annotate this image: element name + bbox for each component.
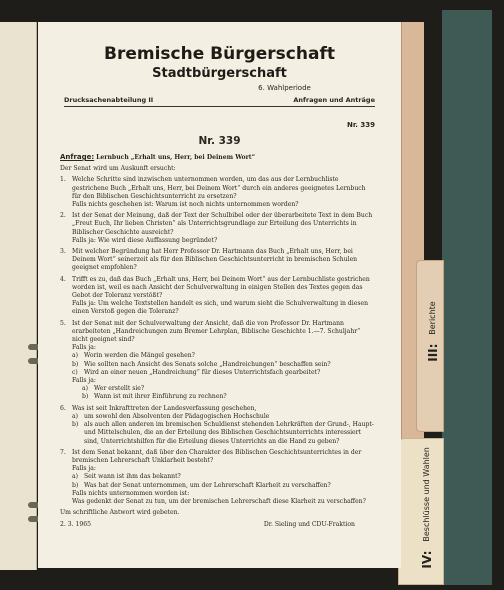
divider-tab-resolutions[interactable] bbox=[398, 438, 444, 585]
question-item bbox=[60, 248, 375, 273]
sub-item-label: c) bbox=[72, 368, 78, 376]
footer-signature: Dr. Sieling und CDU-Fraktion bbox=[263, 521, 355, 529]
question-text: Falls ja: bbox=[72, 344, 96, 352]
sub-item-text: als auch allen anderen im bremischen Schuldienst stehenden Lehrkräften der Grund-, Haupt- und Mittelschulen, die an der Erteilung des Biblischen Geschichtsunterrichts interessiert sind, Unterrichtshilfen für die Erteilung dieses Unterrichts an die Hand zu geben? bbox=[84, 421, 374, 445]
sub-item-text: Was hat der Senat unternommen, um der Lehrerschaft Klarheit zu verschaffen? bbox=[84, 481, 331, 489]
sub-item-text: Wie sollten nach Ansicht des Senats solche „Handreichungen“ beschaffen sein? bbox=[84, 360, 331, 368]
question-text: Trifft es zu, daß das Buch „Erhalt uns, Herr, bei Deinem Wort“ aus der Lernbuchliste gestrichen worden ist, weil es nach Ansicht der Schulverwaltung in einigen Stellen des Textes gegen das Gebot der Toleranz verstößt? bbox=[72, 275, 370, 300]
question-text: Was ist seit Inkrafttreten der Landesverfassung geschehen, bbox=[72, 404, 257, 412]
masthead bbox=[38, 44, 401, 92]
header-left: Drucksachenabteilung II bbox=[64, 96, 154, 104]
sub-item-label: b) bbox=[72, 360, 79, 368]
sub-item bbox=[82, 393, 375, 401]
question-body bbox=[72, 176, 375, 209]
sub-item bbox=[72, 369, 375, 377]
question-list bbox=[60, 176, 375, 506]
intro-text: Der Senat wird um Auskunft ersucht: bbox=[60, 165, 176, 173]
question-number: 6. bbox=[60, 404, 66, 412]
sub-item bbox=[72, 361, 375, 369]
question-text: Falls ja: bbox=[72, 465, 96, 473]
question-body bbox=[72, 405, 375, 446]
tab4-text bbox=[417, 447, 436, 569]
sub-item bbox=[72, 352, 375, 360]
footer bbox=[60, 521, 375, 529]
nested-sub-list bbox=[72, 385, 375, 401]
question-number: 2. bbox=[60, 212, 66, 220]
question-item bbox=[60, 405, 375, 446]
closing-text: Um schriftliche Antwort wird gebeten. bbox=[60, 509, 180, 517]
question-text: Falls nichts geschehen ist: Warum ist noch nichts unternommen worden? bbox=[72, 201, 299, 209]
sub-item bbox=[72, 421, 375, 446]
document-page bbox=[38, 22, 401, 568]
sub-item-text: Wann ist mit ihrer Einführung zu rechnen? bbox=[94, 393, 227, 401]
question-followup: Was gedenkt der Senat zu tun, um der bremischen Lehrerschaft diese Klarheit zu verschaffen? bbox=[72, 497, 366, 505]
question-text: Falls ja: Um welche Textstellen handelt es sich, und warum sieht die Schulverwaltung in diesen einen Verstoß gegen die Toleranz? bbox=[72, 300, 369, 316]
question-item bbox=[60, 320, 375, 402]
sub-item-label: b) bbox=[82, 393, 89, 401]
facing-page bbox=[0, 22, 37, 570]
question-number: 3. bbox=[60, 248, 66, 256]
anfrage-heading bbox=[60, 153, 375, 162]
tab4-label: Beschlüsse und Wahlen bbox=[422, 447, 431, 542]
tab3-text bbox=[423, 301, 442, 362]
sub-item-text: um sowohl den Absolventen der Pädagogischen Hochschule bbox=[84, 412, 270, 420]
sub-item-label: b) bbox=[72, 421, 79, 429]
question-text: Ist der Senat der Meinung, daß der Text der Schulbibel oder der überarbeitete Text in dem Buch „Freut Euch, Ihr lieben Christen“ als Unterrichtsgrundlage zur Erteilung des Unterrichts in Biblischer Geschichte ausreicht? bbox=[72, 212, 373, 236]
question-text: Welche Schritte sind inzwischen unternommen worden, um das aus der Lernbuchliste gestrichene Buch „Erhalt uns, Herr, bei Deinem Wort“ durch ein anderes geeignetes Lernbuch für den Biblischen Geschichtsunterricht zu ersetzen? bbox=[72, 176, 366, 200]
question-number: 5. bbox=[60, 319, 66, 327]
question-followup: Falls ja: bbox=[72, 377, 96, 385]
doc-number-center: Nr. 339 bbox=[198, 135, 241, 147]
question-number: 7. bbox=[60, 448, 66, 456]
header-right: Anfragen und Anträge bbox=[293, 96, 375, 104]
anfrage-label: Anfrage: bbox=[60, 153, 95, 161]
document-body bbox=[60, 153, 375, 530]
divider-tab-reports[interactable] bbox=[416, 260, 444, 432]
masthead-subtitle: Stadtbürgerschaft bbox=[152, 66, 287, 81]
sub-item-label: a) bbox=[82, 385, 89, 393]
footer-date: 2. 3. 1965 bbox=[60, 521, 92, 529]
question-text: Falls ja: Wie wird diese Auffassung begründet? bbox=[72, 236, 218, 244]
sub-item bbox=[72, 473, 375, 481]
anfrage-title: Lernbuch „Erhalt uns, Herr, bei Deinem Wort“ bbox=[96, 154, 256, 161]
question-item bbox=[60, 212, 375, 245]
tab4-roman: IV: bbox=[420, 550, 434, 569]
question-body bbox=[72, 449, 375, 506]
question-body bbox=[72, 320, 375, 402]
sub-item-text: Wird an einer neuen „Handreichung“ für dieses Unterrichtsfach gearbeitet? bbox=[84, 368, 321, 376]
sub-item-text: Worin werden die Mängel gesehen? bbox=[84, 352, 195, 360]
sub-item bbox=[72, 413, 375, 421]
question-followup: Falls nichts unternommen worden ist: bbox=[72, 489, 190, 497]
question-item bbox=[60, 176, 375, 209]
sub-item-text: Seit wann ist ihm das bekannt? bbox=[84, 473, 181, 481]
tab3-roman: III: bbox=[426, 343, 440, 362]
sub-item-text: Wer erstellt sie? bbox=[94, 385, 145, 393]
question-body bbox=[72, 276, 375, 317]
sub-item-label: a) bbox=[72, 412, 79, 420]
question-number: 1. bbox=[60, 176, 66, 184]
sub-item bbox=[72, 482, 375, 490]
question-item bbox=[60, 276, 375, 317]
question-body bbox=[72, 212, 375, 245]
header-row bbox=[64, 96, 375, 107]
question-number: 4. bbox=[60, 275, 66, 283]
sub-item bbox=[82, 385, 375, 393]
question-text: Ist der Senat mit der Schulverwaltung der Ansicht, daß die von Professor Dr. Hartmann erarbeiteten „Handreichungen zum Bremer Lehrplan, Biblische Geschichte 1.—7. Schuljahr“ nicht geeignet sind? bbox=[72, 319, 361, 344]
binder-spine bbox=[442, 10, 492, 585]
doc-number-right: Nr. 339 bbox=[346, 121, 375, 129]
masthead-title: Bremische Bürgerschaft bbox=[104, 44, 335, 64]
tab3-label: Berichte bbox=[428, 301, 437, 335]
masthead-period: 6. Wahlperiode bbox=[258, 84, 311, 92]
question-text: Mit welcher Begründung hat Herr Professor Dr. Hartmann das Buch „Erhalt uns, Herr, bei Deinem Wort“ seinerzeit als für den Biblischen Geschichtsunterricht in bremischen Schulen geeignet empfohlen? bbox=[72, 248, 358, 272]
question-body bbox=[72, 248, 375, 273]
question-text: Ist dem Senat bekannt, daß über den Charakter des Biblischen Geschichtsunterrichtes in der bremischen Lehrerschaft Unklarheit besteht? bbox=[72, 448, 362, 464]
question-item bbox=[60, 449, 375, 506]
sub-item-label: b) bbox=[72, 481, 79, 489]
sub-item-label: a) bbox=[72, 473, 79, 481]
sub-item-label: a) bbox=[72, 352, 79, 360]
